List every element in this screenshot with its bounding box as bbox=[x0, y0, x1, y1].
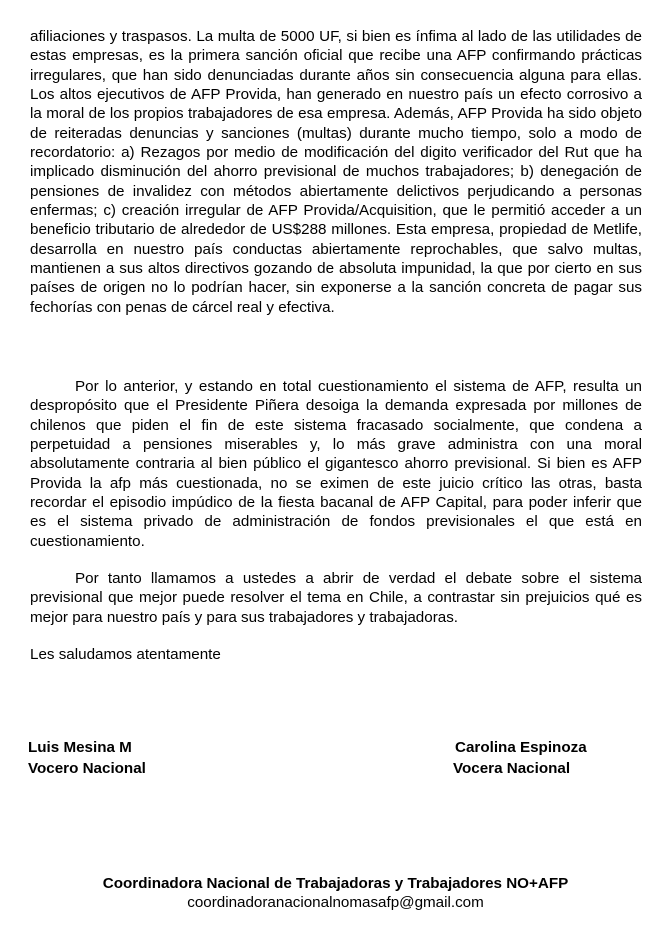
signature-block-left bbox=[28, 738, 146, 779]
footer-email: coordinadoranacionalnomasafp@gmail.com bbox=[187, 894, 484, 911]
signer-title: Vocera Nacional bbox=[453, 759, 571, 777]
signer-name: Luis Mesina M bbox=[28, 739, 132, 756]
closing-salutation: Les saludamos atentamente bbox=[30, 646, 221, 663]
signer-title: Vocero Nacional bbox=[28, 759, 146, 777]
footer-organization: Coordinadora Nacional de Trabajadoras y Trabajadores NO+AFP bbox=[102, 875, 569, 892]
body-paragraph-3: Por tanto llamamos a ustedes a abrir de verdad el debate sobre el sistema previsional que mejor puede resolver el tema en Chile, a contrastar sin prejuicios qué es mejor para nuestro país y para sus trabajadores y trabajadoras. bbox=[30, 570, 642, 626]
body-paragraph-2: Por lo anterior, y estando en total cuestionamiento el sistema de AFP, resulta un despropósito que el Presidente Piñera desoiga la demanda expresada por millones de chilenos que piden el fin de este sistema fracasado socialmente, que condena a perpetuidad a pensiones miserables y, lo más grave administra con una moral absolutamente contraria al bien público el gigantesco ahorro previsional. Si bien es AFP Provida la afp más cuestionada, no se eximen de este juicio crítico las otras, basta recordar el episodio impúdico de la fiesta bacanal de AFP Capital, para poder inferir que es el sistema privado de administración de fondos previsionales el que está en cuestionamiento. bbox=[30, 378, 642, 550]
signature-block-right bbox=[455, 738, 587, 779]
signer-name: Carolina Espinoza bbox=[455, 739, 587, 756]
body-paragraph-1: afiliaciones y traspasos. La multa de 5000 UF, si bien es ínfima al lado de las utilidades de estas empresas, es la primera sanción oficial que recibe una AFP confirmando prácticas irregulares, que han sido denunciadas durante años sin consecuencia alguna para ellas. Los altos ejecutivos de AFP Provida, han generado en nuestro país un efecto corrosivo a la moral de los propios trabajadores de esa empresa. Además, AFP Provida ha sido objeto de reiteradas denuncias y sanciones (multas) durante mucho tiempo, solo a modo de recordatorio: a) Rezagos por medio de modificación del digito verificador del Rut que ha implicado disminución del ahorro previsional de muchos trabajadores; b) denegación de pensiones de invalidez con métodos abiertamente delictivos perjudicando a personas enfermas; c) creación irregular de AFP Provida/Acquisition, que le permitió acceder a un beneficio tributario de alrededor de US$288 millones. Esta empresa, propiedad de Metlife, desarrolla en nuestro país conductas abiertamente reprochables, que salvo multas, mantienen a sus altos directivos gozando de absoluta impunidad, la que por cierto en sus países de origen no lo podrían hacer, sin exponerse a la sanción concreta de pagar sus fechorías con penas de cárcel real y efectiva. bbox=[30, 28, 642, 316]
